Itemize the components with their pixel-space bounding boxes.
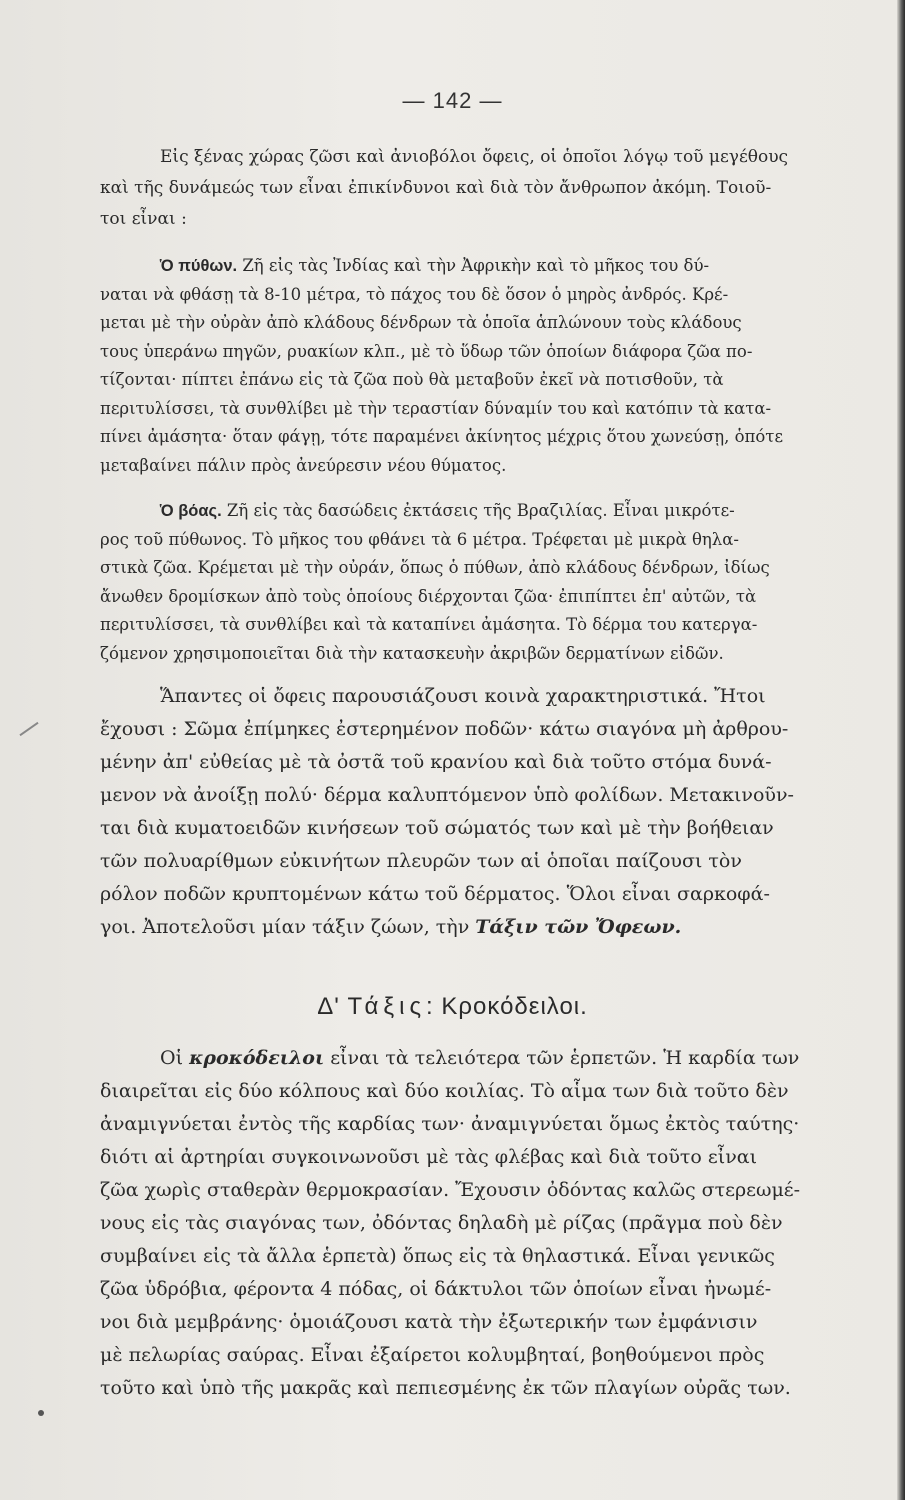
- text-line: [100, 252, 870, 281]
- text-line: περιτυλίσσει, τὰ συνθλίβει καὶ τὰ καταπίνει ἀμάσητα. Τὸ δέρμα του κατεργα-: [100, 615, 758, 634]
- text-line: τῶν πολυαρίθμων εὐκινήτων πλευρῶν των αἱ ὁποῖαι παίζουσι τὸν: [100, 850, 742, 872]
- text-line: ρόλον ποδῶν κρυπτομένων κάτω τοῦ δέρματος. Ὅλοι εἶναι σαρκοφά-: [100, 883, 770, 905]
- text-line: μενον νὰ ἀνοίξῃ πολύ· δέρμα καλυπτόμενον ὑπὸ φολίδων. Μετακινοῦν-: [100, 784, 794, 806]
- text-line: ζῶα χωρὶς σταθερὰν θερμοκρασίαν. Ἔχουσιν ὀδόντας καλῶς στερεωμέ-: [100, 1179, 801, 1201]
- text-line: ζῶα ὑδρόβια, φέροντα 4 πόδας, οἱ δάκτυλοι τῶν ὁποίων εἶναι ἠνωμέ-: [100, 1278, 772, 1300]
- boa-term: Ὁ βόας.: [160, 502, 222, 520]
- snakes-general-paragraph: [100, 680, 870, 944]
- text-line: καὶ τῆς δυνάμεώς των εἶναι ἐπικίνδυνοι καὶ διὰ τὸν ἄνθρωπον ἀκόμη. Τοιοῦ-: [100, 178, 772, 198]
- crocodiles-first-line: εἶναι τὰ τελειότερα τῶν ἑρπετῶν. Ἡ καρδία των: [324, 1047, 800, 1069]
- text-line: τοι εἶναι :: [100, 209, 187, 229]
- section-heading: [0, 993, 905, 1021]
- boa-paragraph: [100, 497, 870, 668]
- text-line: μεται μὲ τὴν οὐρὰν ἀπὸ κλάδους δένδρων τὰ ὁποῖα ἁπλώνουν τοὺς κλάδους: [100, 313, 742, 332]
- heading-prefix: Δ': [317, 993, 348, 1020]
- text-line: [100, 1042, 870, 1075]
- text-line: ναται νὰ φθάσῃ τὰ 8-10 μέτρα, τὸ πάχος του δὲ ὅσον ὁ μηρὸς ἀνδρός. Κρέ-: [100, 284, 729, 304]
- text-line: ἀναμιγνύεται ἐντὸς τῆς καρδίας των· ἀναμιγνύεται ὅμως ἐκτὸς ταύτης·: [100, 1113, 800, 1135]
- python-paragraph: [100, 252, 870, 480]
- snakes-last-line: γοι. Ἀποτελοῦσι μίαν τάξιν ζώων, τὴν: [100, 916, 476, 938]
- page-number: — 142 —: [402, 88, 503, 113]
- intro-paragraph: [100, 142, 870, 235]
- python-first-line: Ζῆ εἰς τὰς Ἰνδίας καὶ τὴν Ἀφρικὴν καὶ τὸ μῆκος του δύ-: [237, 256, 710, 275]
- text-line: στικὰ ζῶα. Κρέμεται μὲ τὴν οὐράν, ὅπως ὁ πύθων, ἀπὸ κλάδους δένδρων, ἰδίως: [100, 558, 770, 577]
- text-line: τοῦτο καὶ ὑπὸ τῆς μακρᾶς καὶ πεπιεσμένης ἐκ τῶν πλαγίων οὐρᾶς των.: [100, 1377, 791, 1399]
- text-line: διαιρεῖται εἰς δύο κόλπους καὶ δύο κοιλίας. Τὸ αἷμα των διὰ τοῦτο δὲν: [100, 1080, 789, 1102]
- text-line: μένην ἀπ' εὐθείας μὲ τὰ ὀστᾶ τοῦ κρανίου καὶ διὰ τοῦτο στόμα δυνά-: [100, 751, 772, 773]
- crocodiles-term: κροκόδειλοι: [189, 1047, 325, 1069]
- text-line: τους ὑπεράνω πηγῶν, ρυακίων κλπ., μὲ τὸ ὕδωρ τῶν ὁποίων διάφορα ζῶα πο-: [100, 341, 753, 361]
- text-line: μὲ πελωρίας σαύρας. Εἶναι ἐξαίρετοι κολυμβηταί, βοηθούμενοι πρὸς: [100, 1344, 765, 1366]
- text-line: ρος τοῦ πύθωνος. Τὸ μῆκος του φθάνει τὰ 6 μέτρα. Τρέφεται μὲ μικρὰ θηλα-: [100, 529, 739, 549]
- text-line: ται διὰ κυματοειδῶν κινήσεων τοῦ σώματός των καὶ μὲ τὴν βοήθειαν: [100, 817, 774, 839]
- text-line: Ἅπαντες οἱ ὄφεις παρουσιάζουσι κοινὰ χαρακτηριστικά. Ἤτοι: [160, 685, 766, 707]
- text-line: [100, 911, 870, 944]
- text-line: ζόμενον χρησιμοποιεῖται διὰ τὴν κατασκευὴν ἀκριβῶν δερματίνων εἰδῶν.: [100, 643, 724, 663]
- text-line: Εἰς ξένας χώρας ζῶσι καὶ ἀνιοβόλοι ὄφεις, οἱ ὁποῖοι λόγῳ τοῦ μεγέθους: [160, 147, 789, 167]
- text-line: συμβαίνει εἰς τὰ ἄλλα ἑρπετὰ) ὅπως εἰς τὰ θηλαστικά. Εἶναι γενικῶς: [100, 1245, 775, 1267]
- text-line: διότι αἱ ἀρτηρίαι συγκοινωνοῦσι μὲ τὰς φλέβας καὶ διὰ τοῦτο εἶναι: [100, 1146, 758, 1168]
- crocodiles-start: Οἱ: [160, 1047, 190, 1069]
- text-line: νοι διὰ μεμβράνης· ὁμοιάζουσι κατὰ τὴν ἐξωτερικήν των ἐμφάνισιν: [100, 1311, 758, 1333]
- text-line: ἄνωθεν δρομίσκων ἀπὸ τοὺς ὁποίους διέρχονται ζῶα· ἐπιπίπτει ἐπ' αὐτῶν, τὰ: [100, 586, 757, 606]
- order-of-snakes-emphasis: Τάξιν τῶν Ὄφεων.: [475, 916, 682, 938]
- text-line: νους εἰς τὰς σιαγόνας των, ὀδόντας δηλαδὴ μὲ ρίζας (πρᾶγμα ποὺ δὲν: [100, 1212, 783, 1234]
- margin-dot-mark: [38, 1410, 44, 1416]
- text-line: τίζονται· πίπτει ἐπάνω εἰς τὰ ζῶα ποὺ θὰ μεταβοῦν ἐκεῖ νὰ ποτισθοῦν, τὰ: [100, 370, 724, 389]
- python-term: Ὁ πύθων.: [160, 257, 238, 275]
- heading-word: Τάξις: [347, 993, 427, 1020]
- margin-pencil-mark: [19, 722, 38, 736]
- text-line: [100, 497, 870, 526]
- text-line: πίνει ἀμάσητα· ὅταν φάγῃ, τότε παραμένει ἀκίνητος μέχρις ὅτου χωνεύσῃ, ὁπότε: [100, 427, 783, 446]
- text-line: ἔχουσι : Σῶμα ἐπίμηκες ἐστερημένον ποδῶν· κάτω σιαγόνα μὴ ἀρθρου-: [100, 718, 789, 740]
- boa-first-line: Ζῆ εἰς τὰς δασώδεις ἐκτάσεις τῆς Βραζιλίας. Εἶναι μικρότε-: [221, 501, 735, 520]
- heading-rest: : Κροκόδειλοι.: [426, 993, 588, 1020]
- crocodiles-paragraph: [100, 1042, 870, 1405]
- page-edge-shadow: [897, 0, 905, 1500]
- text-line: μεταβαίνει πάλιν πρὸς ἀνεύρεσιν νέου θύματος.: [100, 455, 507, 475]
- text-line: περιτυλίσσει, τὰ συνθλίβει μὲ τὴν τεραστίαν δύναμίν του καὶ κατόπιν τὰ κατα-: [100, 398, 772, 418]
